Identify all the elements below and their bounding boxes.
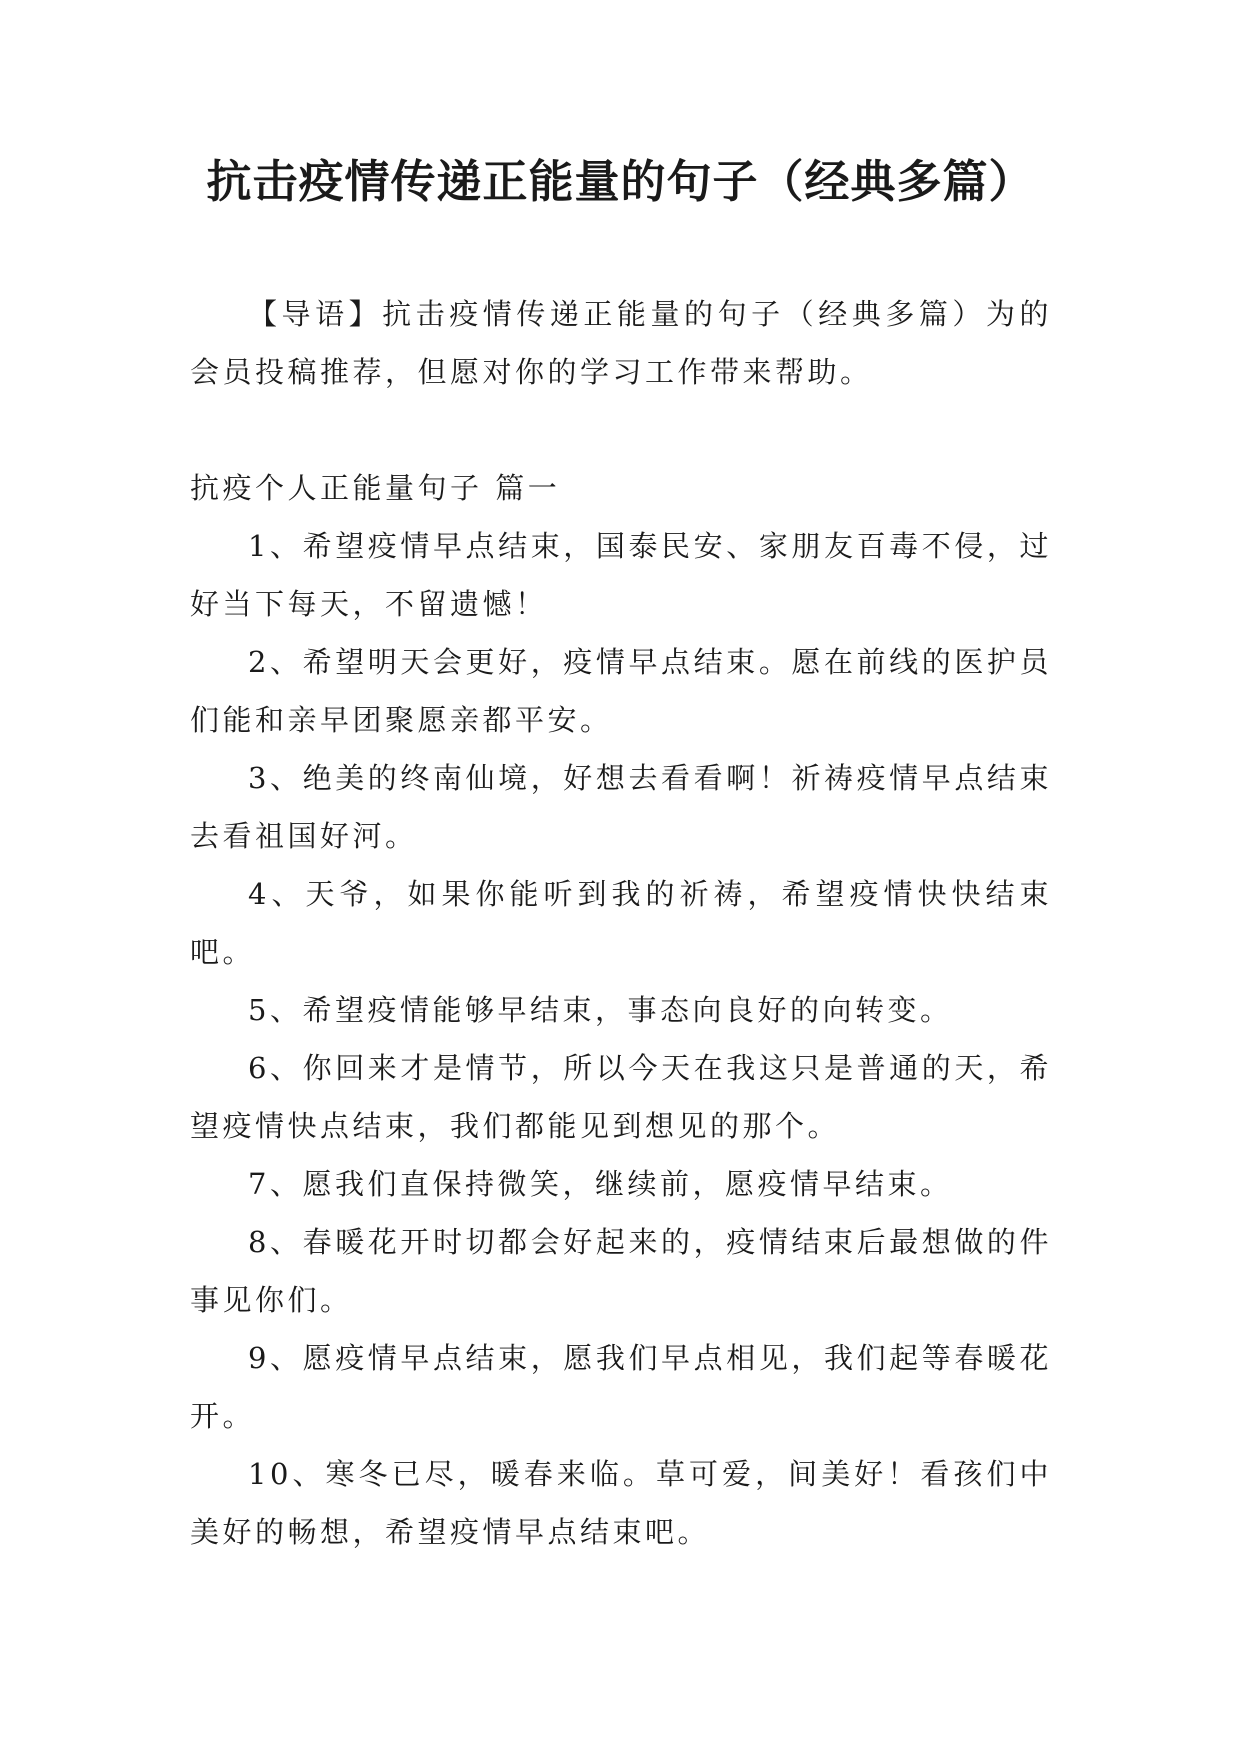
list-item-3: 3、绝美的终南仙境，好想去看看啊！祈祷疫情早点结束去看祖国好河。 [190,761,1052,853]
list-item-6: 6、你回来才是情节，所以今天在我这只是普通的天，希望疫情快点结束，我们都能见到想见的那个。 [190,1051,1052,1143]
list-item-8: 8、春暖花开时切都会好起来的，疫情结束后最想做的件事见你们。 [190,1225,1052,1317]
list-item-2: 2、希望明天会更好，疫情早点结束。愿在前线的医护员们能和亲早团聚愿亲都平安。 [190,645,1052,737]
list-item-10: 10、寒冬已尽，暖春来临。草可爱，间美好！看孩们中美好的畅想，希望疫情早点结束吧。 [190,1457,1052,1549]
intro-paragraph: 【导语】抗击疫情传递正能量的句子（经典多篇）为的会员投稿推荐，但愿对你的学习工作带来帮助。 [190,297,1052,389]
document-title: 抗击疫情传递正能量的句子（经典多篇） [206,155,1035,208]
list-item-9: 9、愿疫情早点结束，愿我们早点相见，我们起等春暖花开。 [190,1341,1052,1433]
section-heading: 抗疫个人正能量句子 篇一 [190,471,561,505]
list-item-1: 1、希望疫情早点结束，国泰民安、家朋友百毒不侵，过好当下每天，不留遗憾！ [190,529,1052,621]
list-item-5: 5、希望疫情能够早结束，事态向良好的向转变。 [248,993,953,1027]
list-item-7: 7、愿我们直保持微笑，继续前，愿疫情早结束。 [248,1167,953,1201]
document-body [190,285,1052,1561]
list-item-4: 4、天爷，如果你能听到我的祈祷，希望疫情快快结束吧。 [190,877,1052,969]
